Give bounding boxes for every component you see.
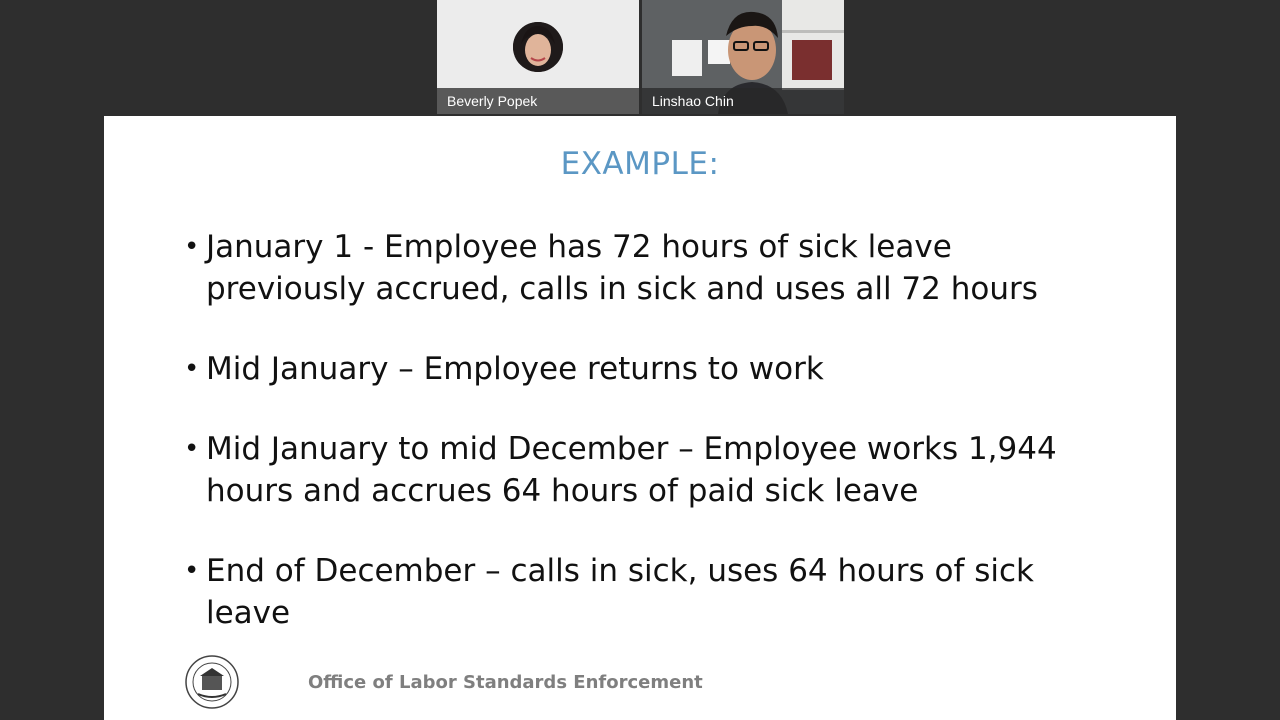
- slide-bullet: [184, 348, 1114, 390]
- participant-name-label: Beverly Popek: [437, 88, 639, 114]
- city-seal-icon: [184, 654, 240, 710]
- slide-title: EXAMPLE:: [560, 146, 720, 182]
- participant-avatar: [513, 22, 563, 72]
- participant-tile-beverly[interactable]: [437, 0, 639, 114]
- bullet-text: Mid January to mid December – Employee works 1,944 hours and accrues 64 hours of paid sick leave: [206, 431, 1057, 509]
- slide-footer: Office of Labor Standards Enforcement: [308, 672, 703, 693]
- bullet-text: Mid January – Employee returns to work: [206, 351, 824, 387]
- bullet-text: End of December – calls in sick, uses 64 hours of sick leave: [206, 553, 1034, 631]
- slide-bullet: [184, 550, 1114, 634]
- slide-bullet-list: [184, 226, 1114, 672]
- bullet-dot-icon: •: [184, 556, 200, 586]
- bullet-dot-icon: •: [184, 232, 200, 262]
- slide-bullet: [184, 428, 1114, 512]
- shared-slide: [104, 116, 1176, 720]
- bullet-dot-icon: •: [184, 354, 200, 384]
- slide-bullet: [184, 226, 1114, 310]
- bullet-text: January 1 - Employee has 72 hours of sick leave previously accrued, calls in sick and uses all 72 hours: [206, 229, 1038, 307]
- participant-name-label: Linshao Chin: [642, 88, 844, 114]
- bullet-dot-icon: •: [184, 434, 200, 464]
- participant-tile-linshao[interactable]: [642, 0, 844, 114]
